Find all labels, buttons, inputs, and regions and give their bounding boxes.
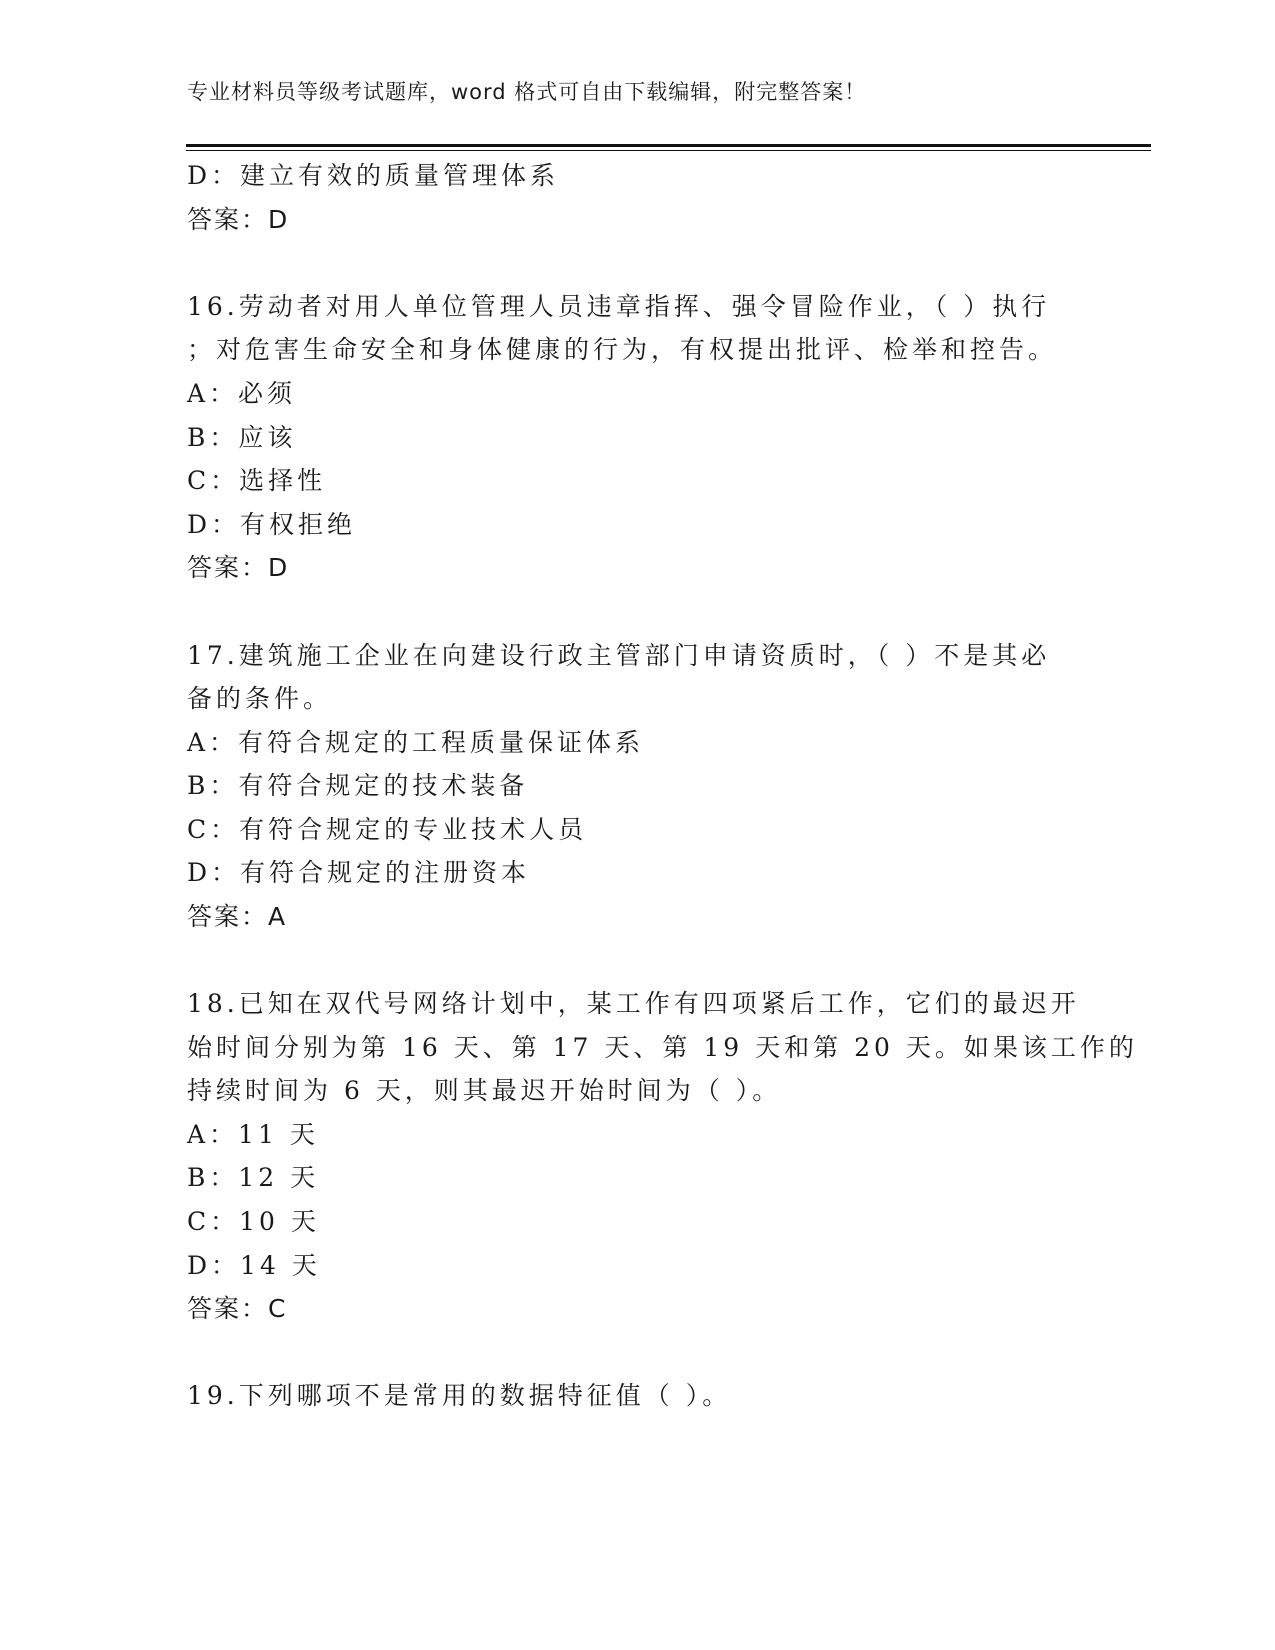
q16-option-d: D：有权拒绝 [187,510,357,539]
q17-stem-line1: 17.建筑施工企业在向建设行政主管部门申请资质时，（ ）不是其必 [187,641,1051,670]
q17-option-b: B：有符合规定的技术装备 [187,771,529,800]
q17-answer: 答案：A [187,902,288,931]
q16-option-b: B：应该 [187,423,297,452]
q18-stem-line3: 持续时间为 6 天，则其最迟开始时间为（ ）。 [187,1076,782,1105]
q18-stem-line1: 18.已知在双代号网络计划中，某工作有四项紧后工作，它们的最迟开 [187,989,1080,1018]
q18-stem-line2: 始时间分别为第 16 天、第 17 天、第 19 天和第 20 天。如果该工作的 [187,1033,1138,1062]
q16-stem-line1: 16.劳动者对用人单位管理人员违章指挥、强令冒险作业，（ ）执行 [187,292,1051,321]
q16-option-a: A：必须 [187,379,297,408]
q17-option-c: C：有符合规定的专业技术人员 [187,815,588,844]
q19-stem-line1: 19.下列哪项不是常用的数据特征值（ ）。 [187,1381,732,1410]
q17-stem-line2: 备的条件。 [187,684,333,713]
header-divider-thick [186,144,1151,147]
q16-stem-line2: ；对危害生命安全和身体健康的行为，有权提出批评、检举和控告。 [187,335,1058,364]
q15-answer: 答案：D [187,205,290,234]
q15-option-d: D：建立有效的质量管理体系 [187,161,560,190]
q18-option-d: D：14 天 [187,1251,321,1280]
q18-option-a: A：11 天 [187,1120,319,1149]
q18-answer: 答案：C [187,1294,288,1323]
q18-option-c: C：10 天 [187,1207,320,1236]
q16-answer: 答案：D [187,553,290,582]
header-divider-thin [186,150,1151,151]
q16-option-c: C：选择性 [187,466,327,495]
q17-option-a: A：有符合规定的工程质量保证体系 [187,728,645,757]
q17-option-d: D：有符合规定的注册资本 [187,858,531,887]
q18-option-b: B：12 天 [187,1163,320,1192]
page-header: 专业材料员等级考试题库，word 格式可自由下载编辑，附完整答案！ [187,80,867,104]
